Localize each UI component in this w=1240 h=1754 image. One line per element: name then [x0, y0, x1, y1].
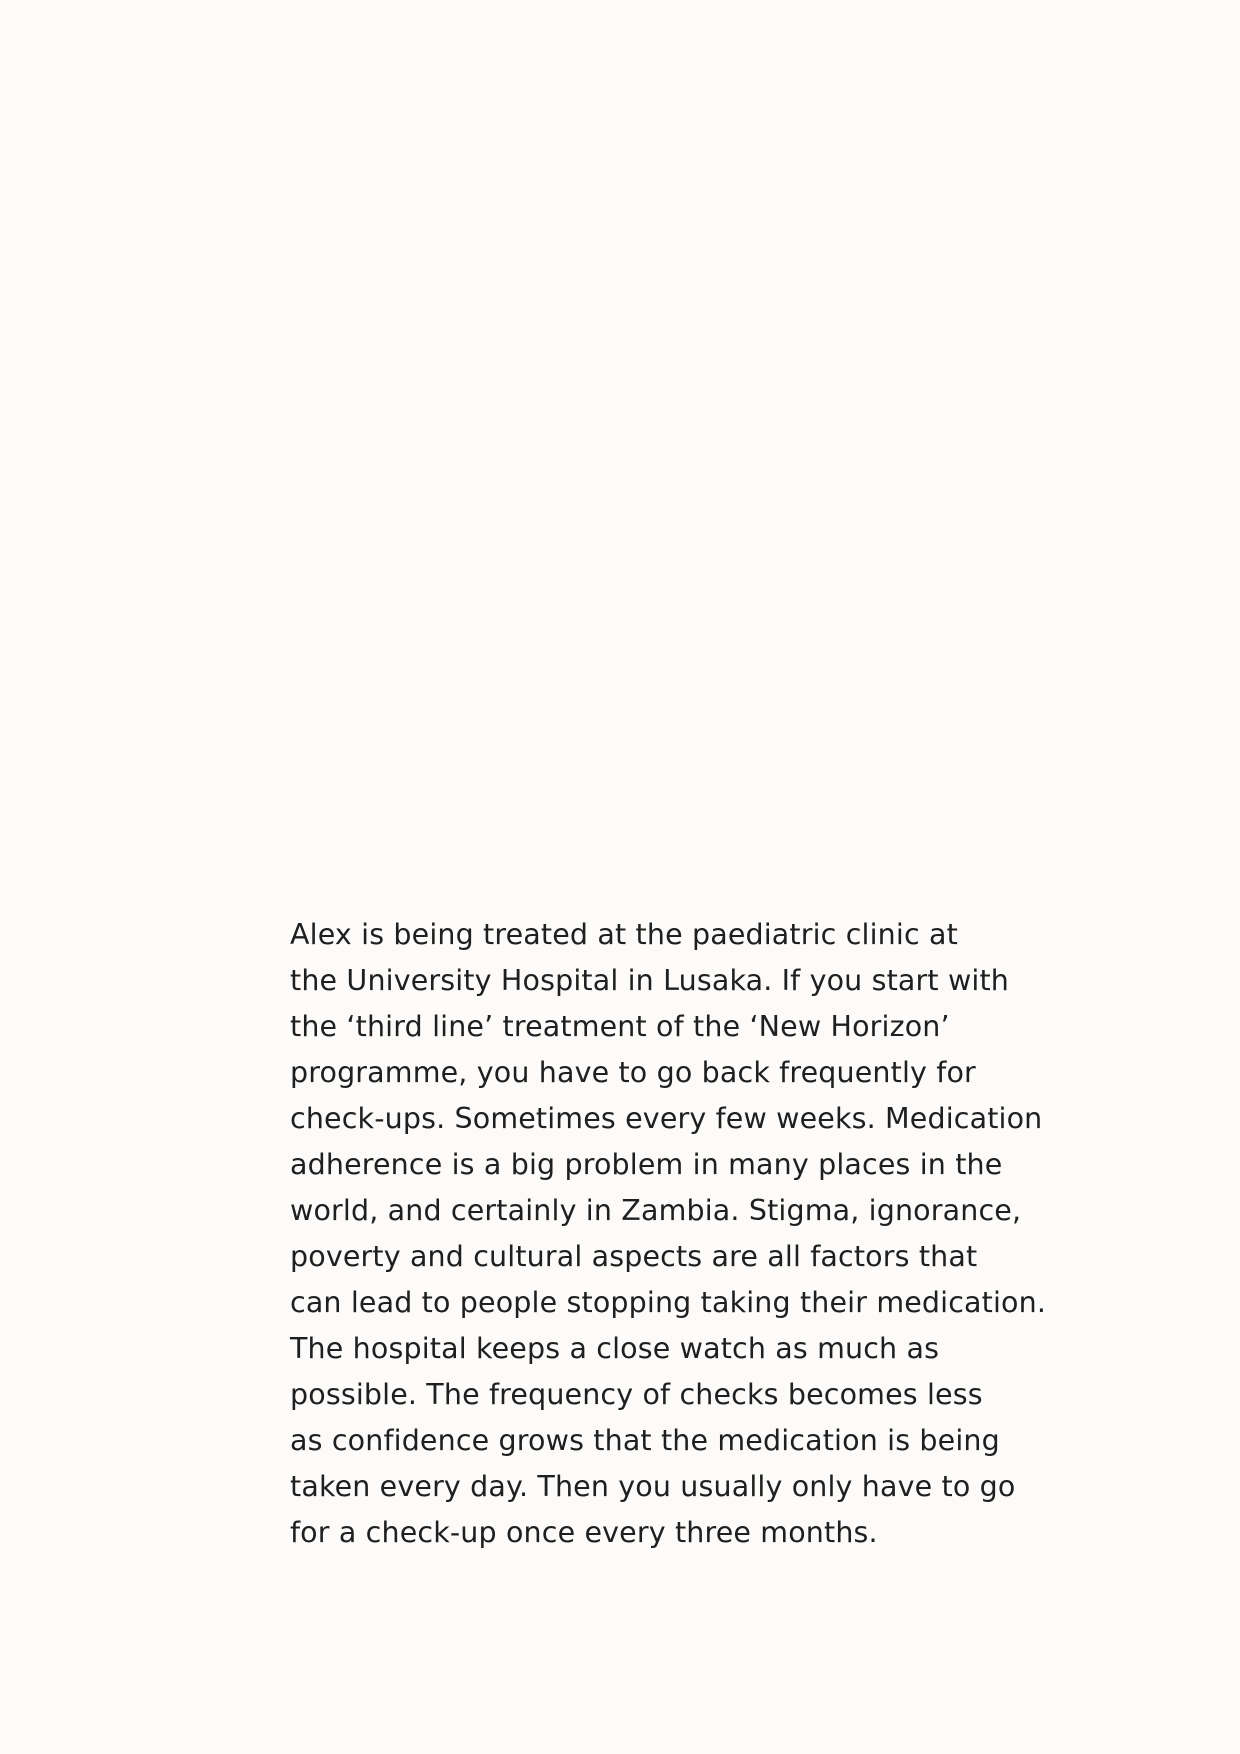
paragraph-line: possible. The frequency of checks becomes less — [290, 1378, 983, 1411]
paragraph-line: adherence is a big problem in many places in the — [290, 1148, 1003, 1181]
paragraph-line: for a check-up once every three months. — [290, 1516, 878, 1549]
paragraph-line: can lead to people stopping taking their medication. — [290, 1286, 1047, 1319]
paragraph-line: as confidence grows that the medication is being — [290, 1424, 1000, 1457]
paragraph-line: the ‘third line’ treatment of the ‘New Horizon’ — [290, 1010, 950, 1043]
body-paragraph — [290, 912, 1120, 1556]
paragraph-line: taken every day. Then you usually only have to go — [290, 1470, 1016, 1503]
paragraph-line: poverty and cultural aspects are all factors that — [290, 1240, 978, 1273]
paragraph-line: the University Hospital in Lusaka. If you start with — [290, 964, 1010, 997]
paragraph-line: The hospital keeps a close watch as much as — [290, 1332, 940, 1365]
paragraph-line: programme, you have to go back frequently for — [290, 1056, 976, 1089]
paragraph-line: check-ups. Sometimes every few weeks. Medication — [290, 1102, 1043, 1135]
paragraph-line: world, and certainly in Zambia. Stigma, ignorance, — [290, 1194, 1022, 1227]
paragraph-line: Alex is being treated at the paediatric clinic at — [290, 918, 958, 951]
